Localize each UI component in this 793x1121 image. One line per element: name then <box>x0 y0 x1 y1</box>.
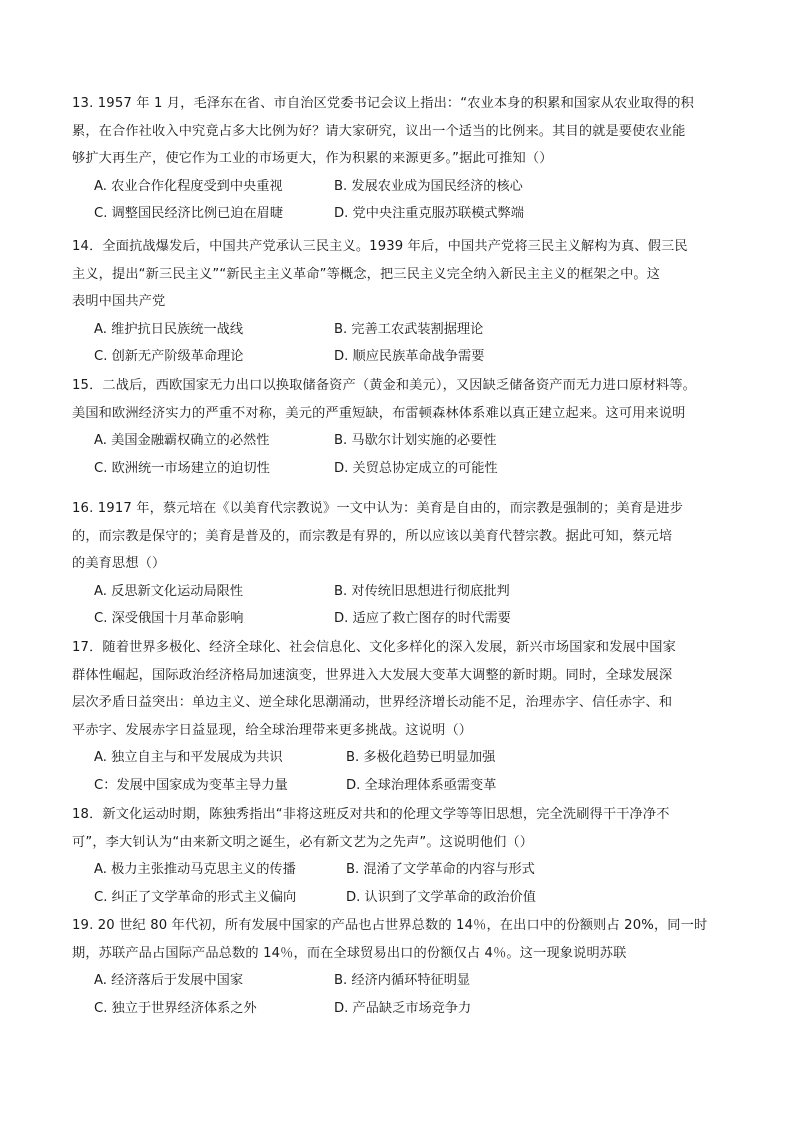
question-17 <box>72 634 732 799</box>
question-stem-line: 16. 1917 年，蔡元培在《以美育代宗教说》一文中认为：美育是自由的，而宗教是强制的；美育是进步 <box>72 501 684 516</box>
option-c: C. 欧洲统一市场建立的迫切性 <box>94 460 270 476</box>
question-stem-line: 平赤字、发展赤字日益显现，给全球治理带来更多挑战。这说明（） <box>72 722 473 738</box>
option-d: D. 适应了救亡图存的时代需要 <box>334 611 511 626</box>
question-stem-line: 17．随着世界多极化、经济全球化、社会信息化、文化多样化的深入发展，新兴市场国家和发展中国家 <box>72 640 676 655</box>
options <box>94 173 732 228</box>
question-stem-line: 群体性崛起，国际政治经济格局加速演变，世界进入大发展大变革大调整的新时期。同时，全球发展深 <box>72 667 673 683</box>
question-stem-line: 13. 1957 年 1 月，毛泽东在省、市自治区党委书记会议上指出：“农业本身的积累和国家从农业取得的积 <box>72 96 694 111</box>
question-stem-line: 18．新文化运动时期，陈独秀指出“非将这班反对共和的伦理文学等等旧思想，完全洗刷得干干净净不 <box>72 807 670 822</box>
option-a: A. 极力主张推动马克思主义的传播 <box>94 862 296 877</box>
question-16 <box>72 495 732 633</box>
option-c: C. 调整国民经济比例已迫在眉睫 <box>94 206 284 221</box>
question-stem-line: 表明中国共产党 <box>72 294 166 309</box>
option-c: C. 深受俄国十月革命影响 <box>94 611 244 626</box>
question-stem-line: 主义，提出“新三民主义”“新民主主义革命”等概念，把三民主义完全纳入新民主主义的框架之中。这 <box>72 266 661 282</box>
option-b: B. 经济内循环特征明显 <box>334 973 471 988</box>
options <box>94 427 732 482</box>
question-15 <box>72 372 732 482</box>
question-19 <box>72 912 732 1022</box>
question-stem-line: 够扩大再生产，使它作为工业的市场更大，作为积累的来源更多。”据此可推知（） <box>72 151 553 166</box>
option-a: A. 美国金融霸权确立的必然性 <box>94 433 270 448</box>
option-c: C. 独立于世界经济体系之外 <box>94 1000 257 1016</box>
question-stem-line: 期，苏联产品占国际产品总数的 14％，而在全球贸易出口的份额仅占 4％。这一现象说明苏联 <box>72 945 627 961</box>
question-stem-line: 14．全面抗战爆发后，中国共产党承认三民主义。1939 年后，中国共产党将三民主义解构为真、假三民 <box>72 239 688 254</box>
option-c: C：发展中国家成为变革主导力量 <box>94 777 288 793</box>
option-c: C. 纠正了文学革命的形式主义偏向 <box>94 889 297 905</box>
option-a: A. 维护抗日民族统一战线 <box>94 321 244 337</box>
options <box>94 967 732 1022</box>
option-b: B. 发展农业成为国民经济的核心 <box>334 178 523 194</box>
option-b: B. 完善工农武装割据理论 <box>334 321 484 337</box>
question-stem-line: 可”，李大钊认为“由来新文明之诞生，必有新文艺为之先声”。这说明他们（） <box>72 834 534 850</box>
question-stem-line: 层次矛盾日益突出：单边主义、逆全球化思潮涌动，世界经济增长动能不足，治理赤字、信任赤字、和 <box>72 695 673 710</box>
option-d: D. 党中央注重克服苏联模式弊端 <box>334 206 524 221</box>
option-c: C. 创新无产阶级革命理论 <box>94 349 244 364</box>
options <box>94 744 732 799</box>
option-d: D. 产品缺乏市场竞争力 <box>334 1000 472 1016</box>
option-d: D. 全球治理体系亟需变革 <box>346 777 497 793</box>
option-d: D. 认识到了文学革命的政治价值 <box>346 889 536 905</box>
question-stem-line: 15．二战后，西欧国家无力出口以换取储备资产（黄金和美元），又因缺乏储备资产而无力进口原材料等。 <box>72 378 697 393</box>
question-stem-line: 的，而宗教是保守的；美育是普及的，而宗教是有界的，所以应该以美育代替宗教。据此可知，蔡元培 <box>72 528 673 544</box>
question-14 <box>72 233 732 371</box>
question-18 <box>72 801 732 911</box>
question-stem-line: 的美育思想（） <box>72 556 166 571</box>
option-b: B. 多极化趋势已明显加强 <box>346 750 496 765</box>
options <box>94 578 732 633</box>
option-a: A. 反思新文化运动局限性 <box>94 583 244 599</box>
option-b: B. 马歇尔计划实施的必要性 <box>334 433 497 448</box>
option-b: B. 对传统旧思想进行彻底批判 <box>334 583 510 599</box>
question-stem-line: 19. 20 世纪 80 年代初，所有发展中国家的产品也占世界总数的 14％，在出口中的份额则占 20%，同一时 <box>72 918 708 933</box>
options <box>94 316 732 371</box>
option-a: A. 独立自主与和平发展成为共识 <box>94 750 283 765</box>
options <box>94 856 732 911</box>
option-a: A. 经济落后于发展中国家 <box>94 973 244 988</box>
option-a: A. 农业合作化程度受到中央重视 <box>94 178 283 194</box>
question-13 <box>72 90 732 228</box>
option-d: D. 关贸总协定成立的可能性 <box>334 460 498 476</box>
question-stem-line: 累，在合作社收入中究竟占多大比例为好？请大家研究，议出一个适当的比例来。其目的就是要使农业能 <box>72 123 686 139</box>
question-stem-line: 美国和欧洲经济实力的严重不对称，美元的严重短缺，布雷顿森林体系难以真正建立起来。这可用来说明 <box>72 405 686 421</box>
option-d: D. 顺应民族革命战争需要 <box>334 349 485 364</box>
option-b: B. 混淆了文学革命的内容与形式 <box>346 862 535 877</box>
